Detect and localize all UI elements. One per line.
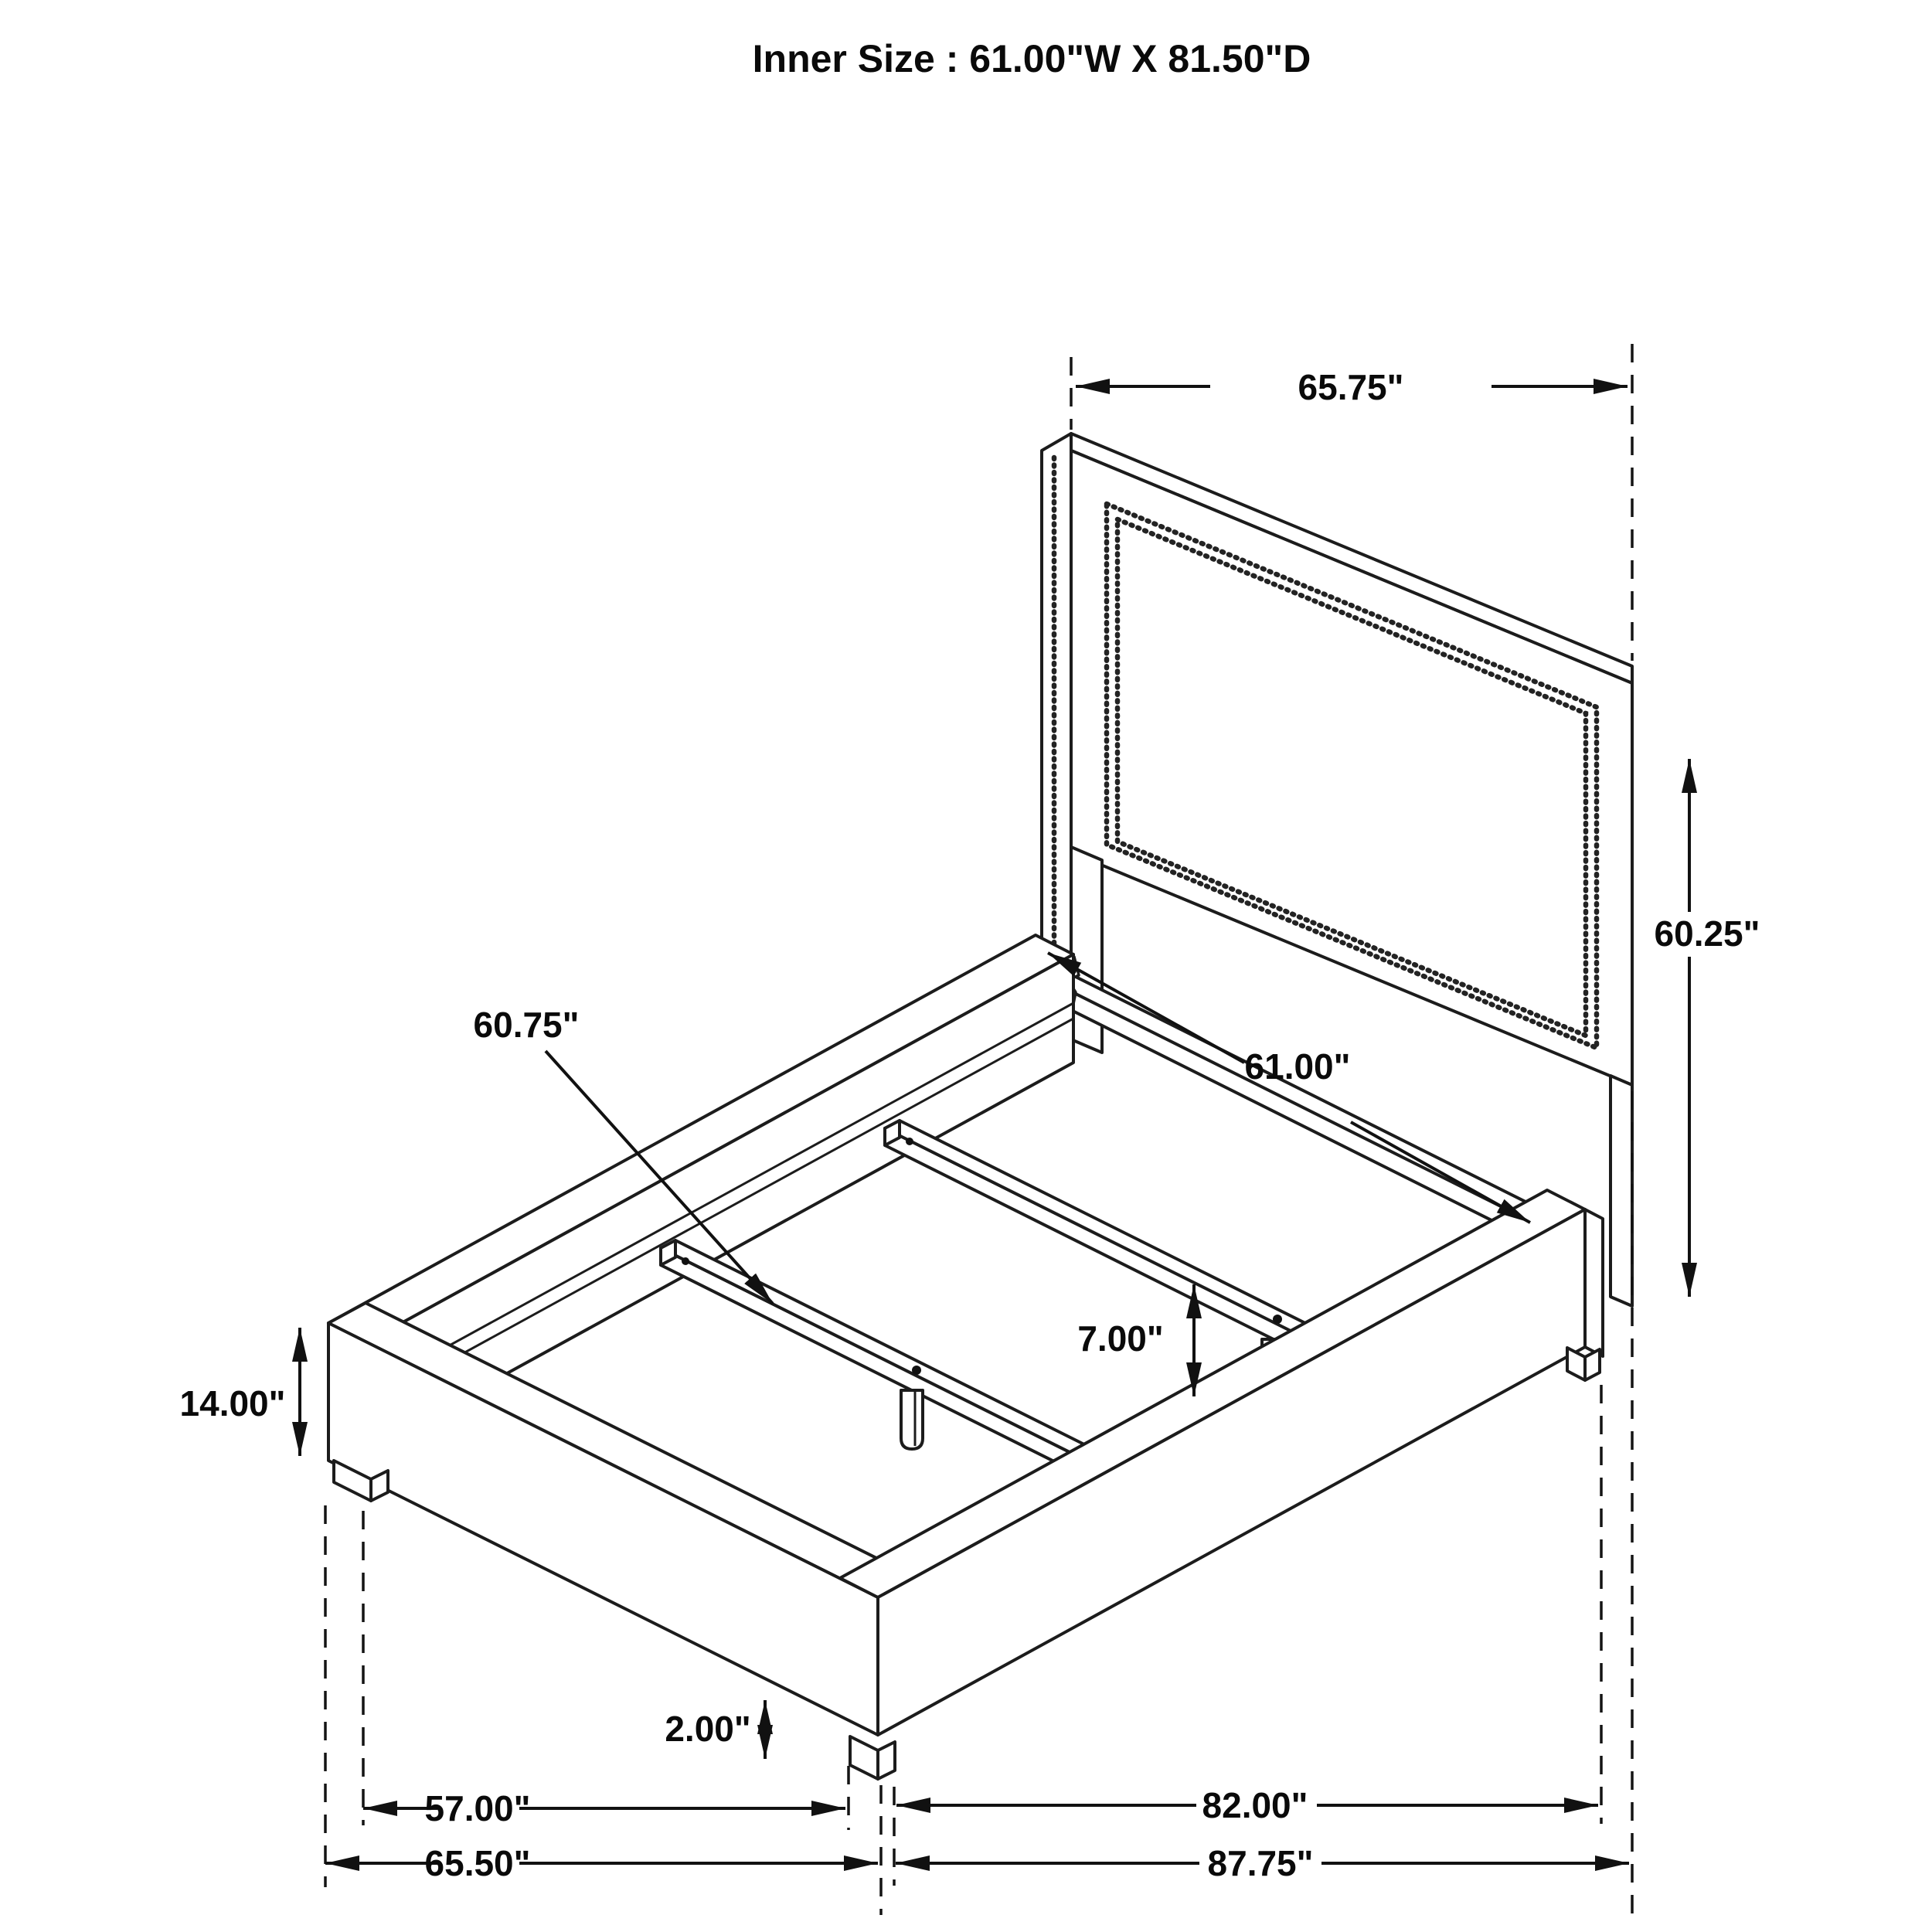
dim-label-footboard-height: 14.00": [179, 1383, 286, 1423]
dim-label-front-leg-spacing: 57.00": [424, 1788, 531, 1828]
dim-label-side-rail-length: 82.00": [1202, 1785, 1308, 1825]
dim-label-inner-width: 61.00": [1244, 1046, 1351, 1087]
headboard-front-panel: [1071, 451, 1632, 1085]
dim-label-slat-length: 60.75": [473, 1005, 580, 1045]
dim-label-headboard-height: 60.25": [1654, 913, 1760, 954]
dim-label-overall-length: 87.75": [1207, 1843, 1314, 1883]
inner-size-title: Inner Size : 61.00"W X 81.50"D: [752, 37, 1311, 80]
headboard-right-leg: [1611, 1076, 1632, 1306]
dim-label-headboard-width: 65.75": [1298, 367, 1404, 407]
dim-label-footboard-width: 65.50": [424, 1843, 531, 1883]
dim-label-foot-leg-height: 2.00": [665, 1709, 751, 1749]
front-corner-leg: [850, 1736, 895, 1779]
right-side-rail: [840, 1190, 1603, 1735]
dim-label-slat-leg-height: 7.00": [1077, 1318, 1164, 1359]
footboard: [328, 1303, 915, 1735]
right-corner-leg: [1567, 1348, 1600, 1380]
